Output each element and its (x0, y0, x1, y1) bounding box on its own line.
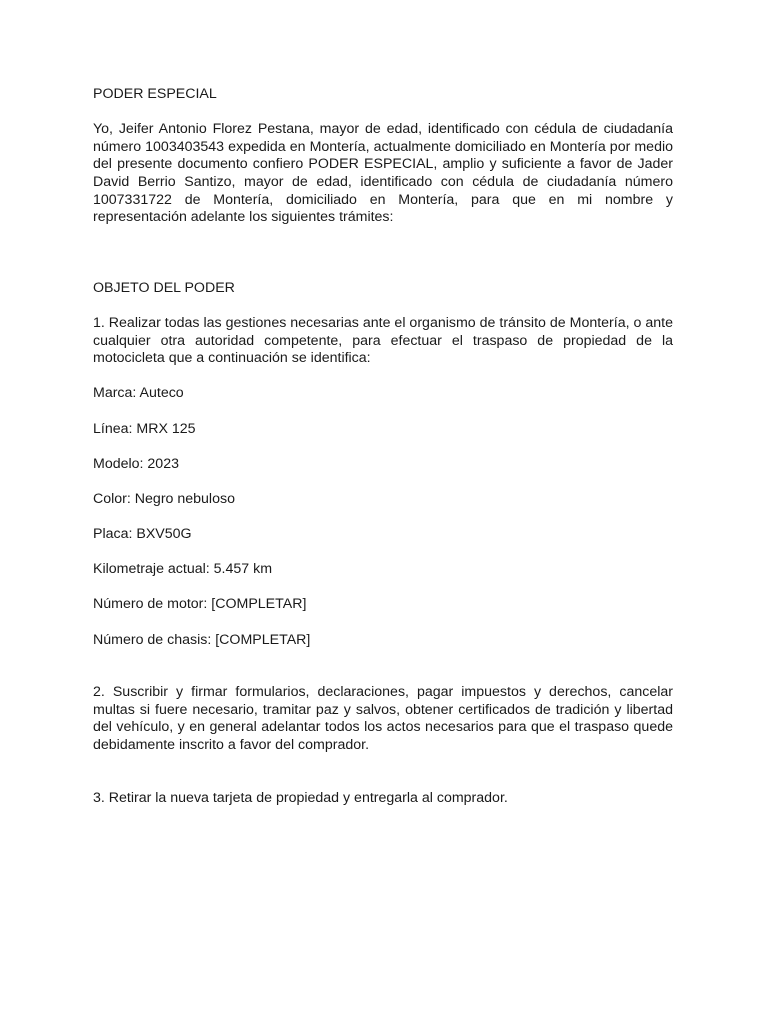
item-3-paragraph: 3. Retirar la nueva tarjeta de propiedad y entregarla al comprador. (93, 789, 508, 806)
vehicle-placa: Placa: BXV50G (93, 526, 192, 543)
intro-paragraph: Yo, Jeifer Antonio Florez Pestana, mayor de edad, identificado con cédula de ciudadanía número 1003403543 expedida en Montería, actualmente domiciliado en Montería por medio del presente documento confiero PODER ESPECIAL, amplio y suficiente a favor de Jader David Berrio Santizo, mayor de edad, identificado con cédula de ciudadanía número 1007331722 de Montería, domiciliado en Montería, para que en mi nombre y representación adelante los siguientes trámites: (93, 121, 673, 226)
vehicle-chasis: Número de chasis: [COMPLETAR] (93, 631, 311, 648)
vehicle-kilometraje: Kilometraje actual: 5.457 km (93, 561, 273, 578)
vehicle-color: Color: Negro nebuloso (93, 490, 235, 507)
section-title: OBJETO DEL PODER (93, 279, 235, 296)
document-page (93, 86, 673, 807)
vehicle-marca: Marca: Auteco (93, 385, 184, 402)
document-title: PODER ESPECIAL (93, 86, 217, 102)
vehicle-motor: Número de motor: [COMPLETAR] (93, 596, 307, 613)
item-1-paragraph: 1. Realizar todas las gestiones necesarias ante el organismo de tránsito de Montería, o ante cualquier otra autoridad competente, para efectuar el traspaso de propiedad de la motocicleta que a continuación se identifica: (93, 314, 673, 367)
vehicle-modelo: Modelo: 2023 (93, 455, 179, 472)
vehicle-linea: Línea: MRX 125 (93, 420, 196, 437)
item-2-paragraph: 2. Suscribir y firmar formularios, declaraciones, pagar impuestos y derechos, cancelar multas si fuere necesario, tramitar paz y salvos, obtener certificados de tradición y libertad del vehículo, y en general adelantar todos los actos necesarios para que el traspaso quede debidamente inscrito a favor del comprador. (93, 684, 673, 753)
